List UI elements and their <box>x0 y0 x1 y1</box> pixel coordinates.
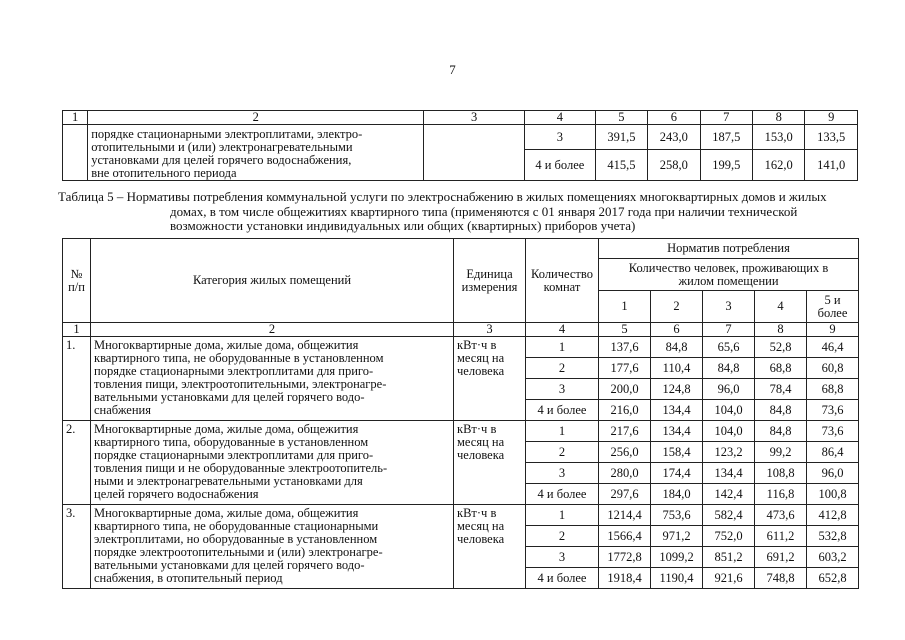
value-cell: 412,8 <box>807 505 859 526</box>
value-cell: 603,2 <box>807 547 859 568</box>
value-cell: 256,0 <box>599 442 651 463</box>
value-cell: 280,0 <box>599 463 651 484</box>
header-people-col: 4 <box>755 291 807 323</box>
value-cell: 258,0 <box>648 150 700 181</box>
value-cell: 187,5 <box>700 125 752 150</box>
value-cell: 110,4 <box>651 358 703 379</box>
category-text: Многоквартирные дома, жилые дома, общежития квартирного типа, оборудованные в установленном порядке стационарными электроплитами для приго- товления пищи и не оборудованные электроотопитель- ными и электронагревательными установками для целей горячего водоснабжения <box>91 421 454 505</box>
rooms-cell: 2 <box>526 526 599 547</box>
value-cell: 532,8 <box>807 526 859 547</box>
value-cell: 200,0 <box>599 379 651 400</box>
value-cell: 134,4 <box>651 400 703 421</box>
value-cell: 691,2 <box>755 547 807 568</box>
value-cell: 582,4 <box>703 505 755 526</box>
value-cell: 84,8 <box>651 337 703 358</box>
rooms-cell: 3 <box>526 547 599 568</box>
column-number: 2 <box>91 323 454 337</box>
rooms-cell: 3 <box>526 463 599 484</box>
category-text: Многоквартирные дома, жилые дома, общежития квартирного типа, не оборудованные стационарными электроплитами, но оборудованные в установленном порядке электроотопительными и (или) электронагре- вательными установками для целей горячего водо- снабжения, в отопительный период <box>91 505 454 589</box>
value-cell: 1566,4 <box>599 526 651 547</box>
header-rooms: Количество комнат <box>526 239 599 323</box>
value-cell: 46,4 <box>807 337 859 358</box>
table-row <box>63 125 858 150</box>
value-cell: 217,6 <box>599 421 651 442</box>
value-cell: 611,2 <box>755 526 807 547</box>
value-cell: 752,0 <box>703 526 755 547</box>
rooms-cell: 3 <box>525 125 596 150</box>
value-cell: 52,8 <box>755 337 807 358</box>
value-cell: 921,6 <box>703 568 755 589</box>
value-cell: 60,8 <box>807 358 859 379</box>
header-people-col: 3 <box>703 291 755 323</box>
value-cell: 96,0 <box>703 379 755 400</box>
column-number: 4 <box>525 111 596 125</box>
value-cell: 96,0 <box>807 463 859 484</box>
header-people-col: 5 и более <box>807 291 859 323</box>
column-number: 1 <box>63 323 91 337</box>
value-cell: 216,0 <box>599 400 651 421</box>
category-text: Многоквартирные дома, жилые дома, общежития квартирного типа, не оборудованные в установленном порядке стационарными электроплитами для приго- товления пищи, электроотопительными, электронагре- вательными установками для целей горячего водо- снабжения <box>91 337 454 421</box>
value-cell: 1190,4 <box>651 568 703 589</box>
value-cell: 753,6 <box>651 505 703 526</box>
unit-text: кВт·ч в месяц на человека <box>454 421 526 505</box>
value-cell: 415,5 <box>595 150 647 181</box>
header-people-col: 1 <box>599 291 651 323</box>
value-cell: 174,4 <box>651 463 703 484</box>
continuation-numbering-row <box>63 111 858 125</box>
value-cell: 84,8 <box>755 400 807 421</box>
header-num: № п/п <box>63 239 91 323</box>
value-cell: 68,8 <box>755 358 807 379</box>
value-cell: 86,4 <box>807 442 859 463</box>
rooms-cell: 4 и более <box>526 484 599 505</box>
header-row <box>63 239 859 259</box>
value-cell: 1772,8 <box>599 547 651 568</box>
rooms-cell: 1 <box>526 337 599 358</box>
value-cell: 141,0 <box>805 150 858 181</box>
value-cell: 297,6 <box>599 484 651 505</box>
value-cell: 108,8 <box>755 463 807 484</box>
table-row <box>63 337 859 358</box>
value-cell: 123,2 <box>703 442 755 463</box>
rooms-cell: 4 и более <box>526 400 599 421</box>
column-number: 9 <box>805 111 858 125</box>
header-category: Категория жилых помещений <box>91 239 454 323</box>
column-number: 9 <box>807 323 859 337</box>
column-number: 7 <box>700 111 752 125</box>
value-cell: 134,4 <box>703 463 755 484</box>
rooms-cell: 4 и более <box>525 150 596 181</box>
value-cell: 104,0 <box>703 400 755 421</box>
norms-table <box>62 238 859 589</box>
column-number: 6 <box>648 111 700 125</box>
value-cell: 652,8 <box>807 568 859 589</box>
value-cell: 971,2 <box>651 526 703 547</box>
value-cell: 184,0 <box>651 484 703 505</box>
value-cell: 73,6 <box>807 400 859 421</box>
value-cell: 73,6 <box>807 421 859 442</box>
column-number: 5 <box>599 323 651 337</box>
value-cell: 1099,2 <box>651 547 703 568</box>
category-text: порядке стационарными электроплитами, электро- отопительными и (или) электронагревательными установками для целей горячего водоснабжения, вне отопительного периода <box>88 125 424 181</box>
value-cell: 116,8 <box>755 484 807 505</box>
column-number: 2 <box>88 111 424 125</box>
unit-text: кВт·ч в месяц на человека <box>454 505 526 589</box>
header-people-col: 2 <box>651 291 703 323</box>
continuation-table <box>62 110 858 181</box>
header-people: Количество человек, проживающих в жилом помещении <box>599 259 859 291</box>
value-cell: 100,8 <box>807 484 859 505</box>
value-cell: 473,6 <box>755 505 807 526</box>
value-cell: 84,8 <box>703 358 755 379</box>
column-number: 7 <box>703 323 755 337</box>
value-cell: 68,8 <box>807 379 859 400</box>
value-cell: 134,4 <box>651 421 703 442</box>
value-cell: 137,6 <box>599 337 651 358</box>
value-cell: 133,5 <box>805 125 858 150</box>
value-cell: 748,8 <box>755 568 807 589</box>
header-unit: Единица измерения <box>454 239 526 323</box>
rooms-cell: 1 <box>526 421 599 442</box>
column-number: 5 <box>595 111 647 125</box>
table-row <box>63 505 859 526</box>
value-cell: 243,0 <box>648 125 700 150</box>
value-cell: 153,0 <box>753 125 805 150</box>
rooms-cell: 4 и более <box>526 568 599 589</box>
unit-text: кВт·ч в месяц на человека <box>454 337 526 421</box>
caption-text: Нормативы потребления коммунальной услуги по электроснабжению в жилых помещениях многоквартирных домов и жилых домах, в том числе общежитиях квартирного типа (применяются с 01 января 2017 года при наличии технической возможности установки индивидуальных или общих (квартирных) приборов учета) <box>126 189 827 233</box>
value-cell: 124,8 <box>651 379 703 400</box>
column-number: 6 <box>651 323 703 337</box>
column-number: 1 <box>63 111 88 125</box>
row-number: 3. <box>63 505 91 589</box>
page-number: 7 <box>449 62 456 77</box>
row-number: 1. <box>63 337 91 421</box>
header-norm: Норматив потребления <box>599 239 859 259</box>
column-number: 8 <box>755 323 807 337</box>
column-number: 3 <box>454 323 526 337</box>
value-cell: 851,2 <box>703 547 755 568</box>
value-cell: 84,8 <box>755 421 807 442</box>
value-cell: 199,5 <box>700 150 752 181</box>
value-cell: 391,5 <box>595 125 647 150</box>
numbering-row <box>63 323 859 337</box>
value-cell: 1918,4 <box>599 568 651 589</box>
value-cell: 65,6 <box>703 337 755 358</box>
table-row <box>63 421 859 442</box>
empty-cell <box>63 125 88 181</box>
column-number: 3 <box>424 111 525 125</box>
column-number: 8 <box>753 111 805 125</box>
caption-label: Таблица 5 – <box>58 189 124 204</box>
row-number: 2. <box>63 421 91 505</box>
value-cell: 142,4 <box>703 484 755 505</box>
rooms-cell: 2 <box>526 442 599 463</box>
rooms-cell: 3 <box>526 379 599 400</box>
value-cell: 104,0 <box>703 421 755 442</box>
rooms-cell: 2 <box>526 358 599 379</box>
column-number: 4 <box>526 323 599 337</box>
empty-cell <box>424 125 525 181</box>
value-cell: 1214,4 <box>599 505 651 526</box>
value-cell: 99,2 <box>755 442 807 463</box>
table-caption <box>58 190 858 234</box>
rooms-cell: 1 <box>526 505 599 526</box>
value-cell: 78,4 <box>755 379 807 400</box>
value-cell: 177,6 <box>599 358 651 379</box>
value-cell: 162,0 <box>753 150 805 181</box>
value-cell: 158,4 <box>651 442 703 463</box>
